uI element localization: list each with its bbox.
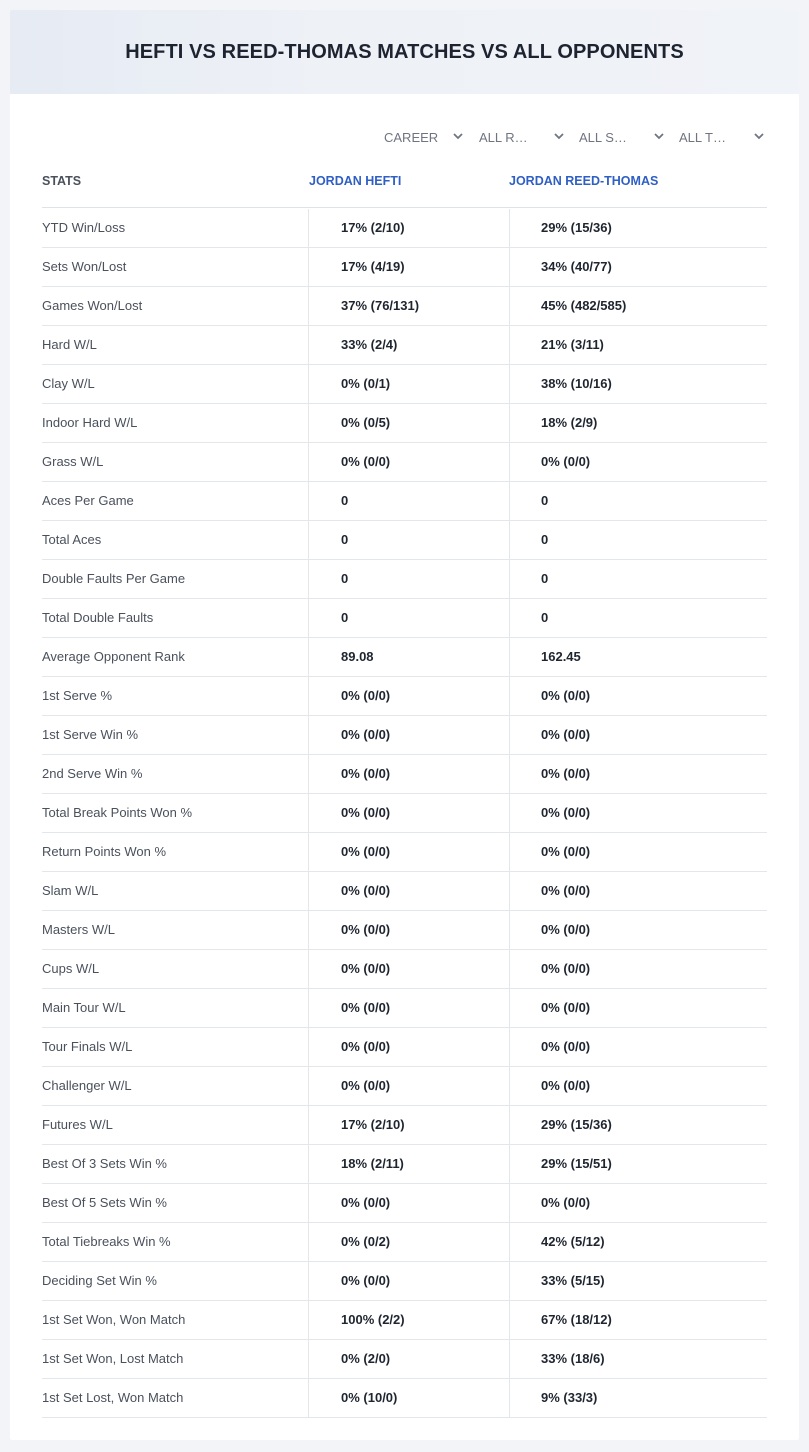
table-row — [42, 872, 767, 911]
table-row — [42, 1379, 767, 1418]
player1-value: 0% (0/0) — [341, 766, 391, 781]
page-title: HEFTI VS REED-THOMAS MATCHES VS ALL OPPONENTS — [125, 40, 684, 63]
filter-tour-select[interactable] — [679, 126, 765, 148]
player2-value: 0% (0/0) — [541, 1039, 591, 1054]
page-header — [10, 10, 799, 94]
player2-value: 21% (3/11) — [541, 337, 604, 352]
stat-label: Double Faults Per Game — [42, 571, 186, 586]
player2-value: 0% (0/0) — [541, 688, 591, 703]
table-row — [42, 482, 767, 521]
stat-label: Return Points Won % — [42, 844, 167, 859]
player2-value: 38% (10/16) — [541, 376, 612, 391]
stat-label: Clay W/L — [42, 376, 95, 391]
player2-value: 0% (0/0) — [541, 922, 591, 937]
stat-label: 1st Set Lost, Won Match — [42, 1390, 184, 1405]
player1-value: 0% (0/0) — [341, 883, 391, 898]
player2-value: 67% (18/12) — [541, 1312, 612, 1327]
player2-value: 0 — [541, 532, 549, 547]
stat-label: 1st Set Won, Won Match — [42, 1312, 186, 1327]
player2-value: 162.45 — [541, 649, 581, 664]
table-row — [42, 1223, 767, 1262]
player2-value: 29% (15/36) — [541, 220, 612, 235]
player1-value: 0% (2/0) — [341, 1351, 391, 1366]
player1-value: 0% (0/0) — [341, 1195, 391, 1210]
player2-value: 0% (0/0) — [541, 454, 591, 469]
table-row — [42, 1184, 767, 1223]
player2-value: 0% (0/0) — [541, 1000, 591, 1015]
player2-value: 0% (0/0) — [541, 844, 591, 859]
player1-value: 37% (76/131) — [341, 298, 420, 313]
player2-value: 0% (0/0) — [541, 805, 591, 820]
player1-value: 100% (2/2) — [341, 1312, 405, 1327]
filter-tour-label: ALL T… — [679, 129, 726, 145]
stat-label: Average Opponent Rank — [42, 649, 185, 664]
filter-period-select[interactable] — [384, 126, 464, 148]
table-row — [42, 989, 767, 1028]
table-row — [42, 1301, 767, 1340]
stats-table-body — [42, 209, 767, 1418]
player2-value: 33% (18/6) — [541, 1351, 605, 1366]
stat-label: Main Tour W/L — [42, 1000, 126, 1015]
stat-label: Tour Finals W/L — [42, 1039, 133, 1054]
stat-label: Slam W/L — [42, 883, 99, 898]
stat-label: Cups W/L — [42, 961, 100, 976]
column-header-player2[interactable]: JORDAN REED-THOMAS — [509, 174, 659, 188]
table-row — [42, 326, 767, 365]
player1-value: 0% (0/0) — [341, 1000, 391, 1015]
table-row — [42, 560, 767, 599]
filter-round-select[interactable] — [479, 126, 565, 148]
table-row — [42, 1145, 767, 1184]
player2-value: 34% (40/77) — [541, 259, 612, 274]
table-row — [42, 1262, 767, 1301]
player2-value: 29% (15/51) — [541, 1156, 612, 1171]
player1-value: 33% (2/4) — [341, 337, 398, 352]
stat-label: Challenger W/L — [42, 1078, 132, 1093]
player2-value: 0% (0/0) — [541, 766, 591, 781]
table-row — [42, 443, 767, 482]
player1-value: 0% (0/0) — [341, 688, 391, 703]
player1-value: 0% (0/2) — [341, 1234, 391, 1249]
filter-period-label: CAREER — [384, 129, 439, 145]
player2-value: 29% (15/36) — [541, 1117, 612, 1132]
player1-value: 17% (4/19) — [341, 259, 405, 274]
table-row — [42, 1340, 767, 1379]
table-row — [42, 911, 767, 950]
table-row — [42, 1067, 767, 1106]
table-row — [42, 248, 767, 287]
column-header-player1[interactable]: JORDAN HEFTI — [309, 174, 402, 188]
player2-value: 18% (2/9) — [541, 415, 598, 430]
player2-value: 9% (33/3) — [541, 1390, 598, 1405]
player2-value: 0% (0/0) — [541, 727, 591, 742]
player2-value: 42% (5/12) — [541, 1234, 605, 1249]
player1-value: 0% (0/0) — [341, 961, 391, 976]
stat-label: Total Tiebreaks Win % — [42, 1234, 171, 1249]
player1-value: 0 — [341, 571, 349, 586]
table-row — [42, 287, 767, 326]
chevron-down-icon — [452, 130, 464, 142]
stats-card — [10, 10, 799, 1440]
table-row — [42, 833, 767, 872]
player2-value: 0% (0/0) — [541, 961, 591, 976]
player2-value: 0 — [541, 571, 549, 586]
stat-label: Deciding Set Win % — [42, 1273, 157, 1288]
table-row — [42, 209, 767, 248]
player1-value: 0% (0/0) — [341, 922, 391, 937]
table-row — [42, 677, 767, 716]
table-row — [42, 404, 767, 443]
player2-value: 0 — [541, 493, 549, 508]
player1-value: 0 — [341, 493, 349, 508]
filter-round-label: ALL R… — [479, 129, 528, 145]
table-row — [42, 950, 767, 989]
stat-label: YTD Win/Loss — [42, 220, 126, 235]
player1-value: 0% (10/0) — [341, 1390, 398, 1405]
table-row — [42, 599, 767, 638]
stat-label: Best Of 3 Sets Win % — [42, 1156, 167, 1171]
player2-value: 0 — [541, 610, 549, 625]
stat-label: Total Break Points Won % — [42, 805, 193, 820]
table-header — [42, 170, 767, 208]
player1-value: 0% (0/0) — [341, 454, 391, 469]
stat-label: 1st Serve Win % — [42, 727, 139, 742]
player1-value: 0 — [341, 532, 349, 547]
player1-value: 0% (0/0) — [341, 1273, 391, 1288]
table-row — [42, 1028, 767, 1067]
stat-label: Total Aces — [42, 532, 102, 547]
player1-value: 0% (0/0) — [341, 844, 391, 859]
player1-value: 89.08 — [341, 649, 374, 664]
player2-value: 33% (5/15) — [541, 1273, 605, 1288]
player1-value: 0 — [341, 610, 349, 625]
filter-surface-select[interactable] — [579, 126, 665, 148]
table-row — [42, 521, 767, 560]
player1-value: 18% (2/11) — [341, 1156, 404, 1171]
player1-value: 17% (2/10) — [341, 1117, 405, 1132]
stat-label: 2nd Serve Win % — [42, 766, 143, 781]
player2-value: 0% (0/0) — [541, 1078, 591, 1093]
stat-label: Total Double Faults — [42, 610, 154, 625]
stat-label: Grass W/L — [42, 454, 104, 469]
table-row — [42, 794, 767, 833]
table-row — [42, 365, 767, 404]
player1-value: 0% (0/1) — [341, 376, 391, 391]
stat-label: 1st Set Won, Lost Match — [42, 1351, 184, 1366]
chevron-down-icon — [553, 130, 565, 142]
player2-value: 0% (0/0) — [541, 1195, 591, 1210]
player2-value: 45% (482/585) — [541, 298, 627, 313]
table-row — [42, 638, 767, 677]
player1-value: 0% (0/0) — [341, 727, 391, 742]
player1-value: 0% (0/0) — [341, 805, 391, 820]
stat-label: 1st Serve % — [42, 688, 113, 703]
player1-value: 0% (0/0) — [341, 1078, 391, 1093]
chevron-down-icon — [653, 130, 665, 142]
stat-label: Games Won/Lost — [42, 298, 143, 313]
player2-value: 0% (0/0) — [541, 883, 591, 898]
stat-label: Aces Per Game — [42, 493, 134, 508]
table-row — [42, 716, 767, 755]
filter-surface-label: ALL S… — [579, 129, 627, 145]
stat-label: Sets Won/Lost — [42, 259, 127, 274]
stat-label: Futures W/L — [42, 1117, 113, 1132]
chevron-down-icon — [753, 130, 765, 142]
table-row — [42, 755, 767, 794]
stat-label: Masters W/L — [42, 922, 115, 937]
stat-label: Indoor Hard W/L — [42, 415, 138, 430]
filter-bar — [10, 126, 799, 148]
stat-label: Best Of 5 Sets Win % — [42, 1195, 167, 1210]
table-row — [42, 1106, 767, 1145]
player1-value: 17% (2/10) — [341, 220, 405, 235]
stat-label: Hard W/L — [42, 337, 97, 352]
column-header-stats: STATS — [42, 174, 82, 188]
player1-value: 0% (0/0) — [341, 1039, 391, 1054]
player1-value: 0% (0/5) — [341, 415, 391, 430]
